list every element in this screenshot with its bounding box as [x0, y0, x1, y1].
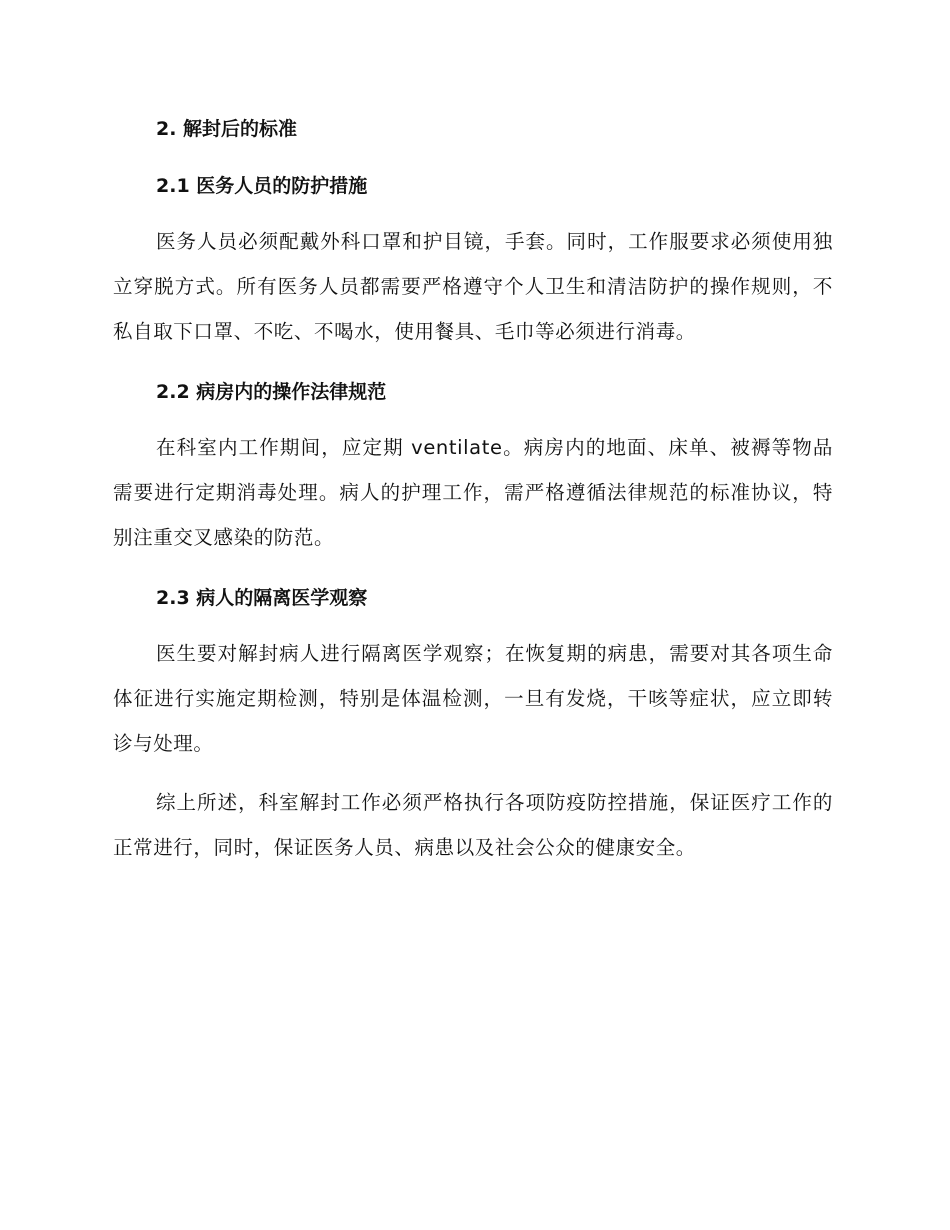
paragraph-2-3: 医生要对解封病人进行隔离医学观察；在恢复期的病患，需要对其各项生命体征进行实施定期检测，特别是体温检测，一旦有发烧，干咳等症状，应立即转诊与处理。	[113, 642, 833, 755]
document-body	[113, 110, 833, 870]
subsection-heading-2-1: 2.1 医务人员的防护措施	[156, 175, 368, 197]
subsection-heading-2-2: 2.2 病房内的操作法律规范	[156, 381, 387, 403]
paragraph-2-1: 医务人员必须配戴外科口罩和护目镜，手套。同时，工作服要求必须使用独立穿脱方式。所有医务人员都需要严格遵守个人卫生和清洁防护的操作规则，不私自取下口罩、不吃、不喝水，使用餐具、毛巾等必须进行消毒。	[113, 230, 833, 343]
paragraph-2-2: 在科室内工作期间，应定期 ventilate。病房内的地面、床单、被褥等物品需要进行定期消毒处理。病人的护理工作，需严格遵循法律规范的标准协议，特别注重交叉感染的防范。	[113, 436, 833, 549]
section-title: 2. 解封后的标准	[156, 118, 298, 140]
subsection-heading-2-3: 2.3 病人的隔离医学观察	[156, 587, 368, 609]
conclusion-paragraph: 综上所述，科室解封工作必须严格执行各项防疫防控措施，保证医疗工作的正常进行，同时，保证医务人员、病患以及社会公众的健康安全。	[113, 791, 833, 859]
